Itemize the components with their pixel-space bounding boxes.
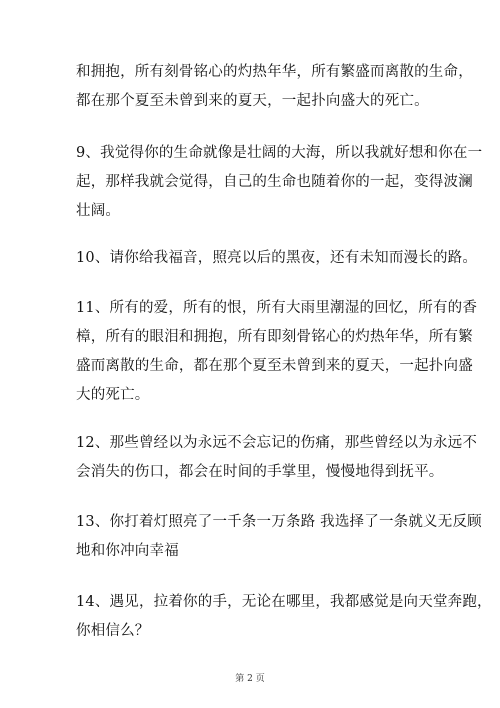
paragraph-11	[76, 294, 478, 410]
paragraph-9	[76, 139, 483, 226]
text-line: 你相信么？	[76, 623, 150, 639]
text-line: 12、那些曾经以为永远不会忘记的伤痛，那些曾经以为永远不	[76, 435, 478, 451]
page-number: 第 2 页	[235, 674, 265, 684]
paragraph-10	[76, 244, 478, 273]
text-line: 13、你打着灯照亮了一千条一万条路 我选择了一条就义无反顾	[76, 514, 482, 530]
paragraph-14	[76, 588, 492, 646]
text-line: 都在那个夏至未曾到来的夏天，一起扑向盛大的死亡。	[76, 93, 429, 109]
paragraph-continuation	[76, 58, 473, 116]
text-line: 大的死亡。	[76, 387, 150, 403]
paragraph-13	[76, 508, 482, 566]
text-line: 14、遇见，拉着你的手，无论在哪里，我都感觉是向天堂奔跑，	[76, 594, 492, 610]
text-line: 盛而离散的生命，都在那个夏至未曾到来的夏天，一起扑向盛	[76, 358, 473, 374]
text-line: 地和你冲向幸福	[76, 543, 179, 559]
text-line: 起，那样我就会觉得，自己的生命也随着你的一起，变得波澜	[76, 174, 473, 190]
text-line: 和拥抱，所有刻骨铭心的灼热年华，所有繁盛而离散的生命，	[76, 64, 473, 80]
text-line: 11、所有的爱，所有的恨，所有大雨里潮湿的回忆，所有的香	[76, 300, 478, 316]
text-line: 10、请你给我福音，照亮以后的黑夜，还有未知而漫长的路。	[76, 250, 478, 266]
text-line: 9、我觉得你的生命就像是壮阔的大海，所以我就好想和你在一	[76, 145, 483, 161]
paragraph-12	[76, 429, 478, 487]
text-line: 壮阔。	[76, 203, 121, 219]
text-line: 会消失的伤口，都会在时间的手掌里，慢慢地得到抚平。	[76, 464, 444, 480]
text-line: 樟，所有的眼泪和拥抱，所有即刻骨铭心的灼热年华，所有繁	[76, 329, 473, 345]
